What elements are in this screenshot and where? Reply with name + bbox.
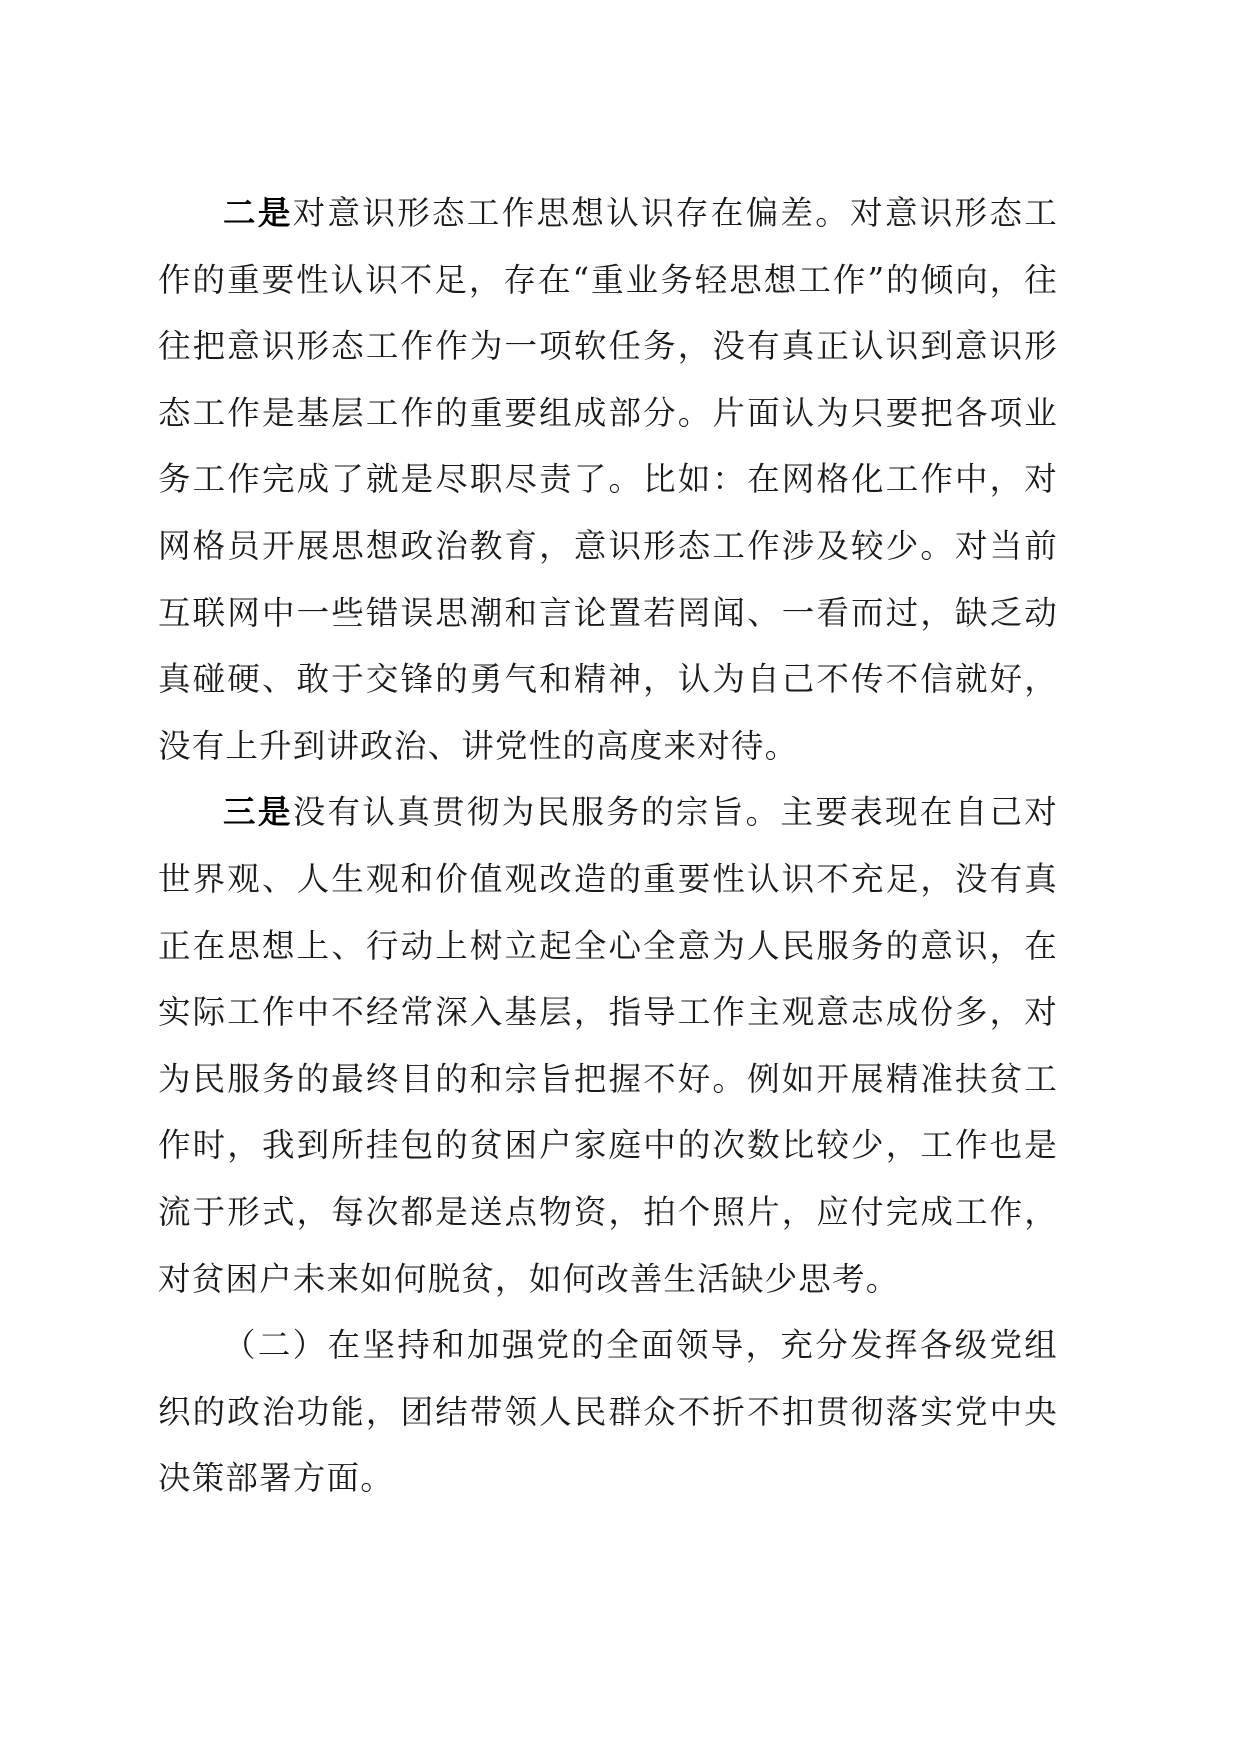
paragraph-text: 对意识形态工作思想认识存在偏差。对意识形态工作的重要性认识不足，存在“重业务轻思想工作”的倾向，往往把意识形态工作作为一项软任务，没有真正认识到意识形态工作是基层工作的重要组成部分。片面认为只要把各项业务工作完成了就是尽职尽责了。比如：在网格化工作中，对网格员开展思想政治教育，意识形态工作涉及较少。对当前互联网中一些错误思潮和言论置若罔闻、一看而过，缺乏动真碰硬、敢于交锋的勇气和精神，认为自己不传不信就好，没有上升到讲政治、讲党性的高度来对待。 [158, 194, 1058, 765]
paragraph-2 [158, 180, 1058, 779]
document-body [158, 180, 1058, 1512]
paragraph-3 [158, 779, 1058, 1312]
section-heading-2 [158, 1312, 1058, 1512]
paragraph-text: 没有认真贯彻为民服务的宗旨。主要表现在自己对世界观、人生观和价值观改造的重要性认识不充足，没有真正在思想上、行动上树立起全心全意为人民服务的意识，在实际工作中不经常深入基层，指导工作主观意志成份多，对为民服务的最终目的和宗旨把握不好。例如开展精准扶贫工作时，我到所挂包的贫困户家庭中的次数比较少，工作也是流于形式，每次都是送点物资，拍个照片，应付完成工作，对贫困户未来如何脱贫，如何改善生活缺少思考。 [158, 793, 1058, 1298]
section-heading-text: （二）在坚持和加强党的全面领导，充分发挥各级党组织的政治功能，团结带领人民群众不折不扣贯彻落实党中央决策部署方面。 [158, 1326, 1058, 1498]
paragraph-lead: 二是 [223, 193, 293, 232]
paragraph-lead: 三是 [223, 792, 293, 832]
